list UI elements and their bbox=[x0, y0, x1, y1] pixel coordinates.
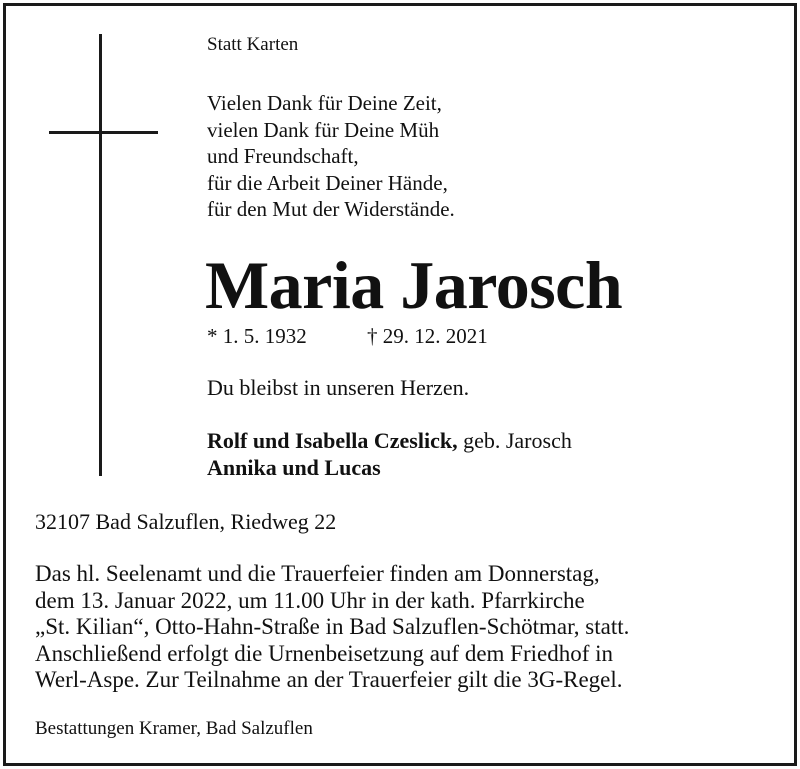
cross-icon bbox=[99, 34, 102, 476]
birth-date: * 1. 5. 1932 bbox=[207, 324, 307, 348]
service-line: Werl-Aspe. Zur Teilnahme an der Trauerfeier gilt die 3G-Regel. bbox=[35, 667, 623, 692]
poem-line: Vielen Dank für Deine Zeit, bbox=[207, 91, 442, 115]
mourners-line-2 bbox=[207, 455, 381, 481]
address: 32107 Bad Salzuflen, Riedweg 22 bbox=[35, 509, 337, 534]
mourners-grandchildren: Annika und Lucas bbox=[207, 455, 381, 480]
poem-line: vielen Dank für Deine Müh bbox=[207, 117, 440, 142]
cross-icon-bar bbox=[49, 131, 158, 134]
poem-line: und Freundschaft, bbox=[207, 144, 359, 168]
mourners-names: Rolf und Isabella Czeslick, bbox=[207, 428, 458, 453]
service-line: dem 13. Januar 2022, um 11.00 Uhr in der kath. Pfarrkirche bbox=[35, 587, 585, 613]
service-line: Das hl. Seelenamt und die Trauerfeier finden am Donnerstag, bbox=[35, 561, 600, 586]
statt-karten: Statt Karten bbox=[207, 34, 299, 55]
poem-line: für die Arbeit Deiner Hände, bbox=[207, 170, 448, 195]
mourners-maiden-name: geb. Jarosch bbox=[457, 428, 572, 453]
service-line: Anschließend erfolgt die Urnenbeisetzung auf dem Friedhof in bbox=[35, 640, 614, 666]
undertaker: Bestattungen Kramer, Bad Salzuflen bbox=[35, 718, 313, 739]
deceased-name: Maria Jarosch bbox=[205, 247, 623, 323]
service-line: „St. Kilian“, Otto-Hahn-Straße in Bad Salzuflen-Schötmar, statt. bbox=[35, 614, 630, 639]
death-date: † 29. 12. 2021 bbox=[367, 324, 488, 348]
farewell-text: Du bleibst in unseren Herzen. bbox=[207, 375, 470, 400]
poem-line: für den Mut der Widerstände. bbox=[207, 197, 455, 221]
mourners-line-1 bbox=[207, 428, 572, 454]
